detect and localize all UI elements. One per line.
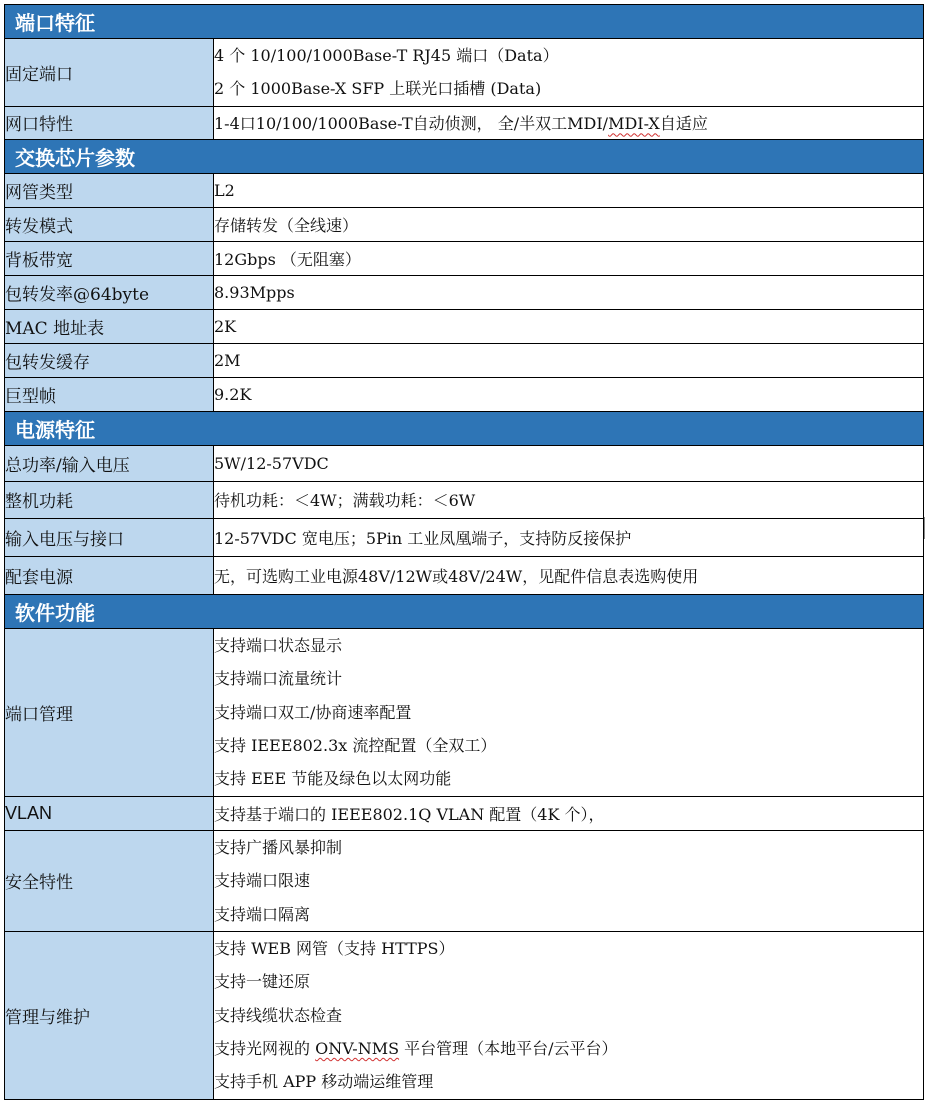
section-software	[5, 594, 924, 628]
row-label: 转发模式	[5, 207, 214, 241]
section-power	[5, 411, 924, 445]
value-text: 自适应	[659, 114, 708, 134]
value-text: 平台管理（本地平台/云平台）	[399, 1039, 618, 1059]
row-value: 2M	[214, 343, 924, 377]
row-fixed-port	[5, 39, 924, 107]
row-label: 网管类型	[5, 173, 214, 207]
row-value: 12-57VDC 宽电压；5Pin 工业凤凰端子，支持防反接保护	[214, 518, 924, 556]
value-line: 2 个 1000Base-X SFP 上联光口插槽 (Data)	[214, 79, 542, 99]
row-label: VLAN	[5, 796, 214, 830]
row-label: 输入电压与接口	[5, 518, 214, 556]
row-value: 5W/12-57VDC	[214, 445, 924, 481]
row-value: 待机功耗：＜4W；满载功耗：＜6W	[214, 481, 924, 518]
row-port-mgmt	[5, 628, 924, 796]
value-line: 支持 EEE 节能及绿色以太网功能	[214, 769, 452, 789]
row-label: MAC 地址表	[5, 309, 214, 343]
row-label: 配套电源	[5, 556, 214, 594]
row-label: 管理与维护	[5, 931, 214, 1099]
row-value	[214, 106, 924, 139]
spec-table	[4, 4, 924, 1100]
spellcheck-text: MDI-X	[608, 114, 660, 134]
row-label: 网口特性	[5, 106, 214, 139]
value-text: 支持光网视的	[214, 1039, 316, 1059]
row-value: L2	[214, 173, 924, 207]
value-line: 支持一键还原	[214, 972, 311, 992]
row-mgmt-type	[5, 173, 924, 207]
row-value: 8.93Mpps	[214, 275, 924, 309]
value-line: 支持 WEB 网管（支持 HTTPS）	[214, 938, 455, 958]
row-value: 9.2K	[214, 377, 924, 411]
section-title: 软件功能	[5, 594, 924, 628]
section-chip	[5, 139, 924, 173]
value-line: 支持广播风暴抑制	[214, 837, 343, 857]
value-line	[214, 1032, 923, 1065]
row-net-port	[5, 106, 924, 139]
section-port	[5, 5, 924, 39]
section-title: 端口特征	[5, 5, 924, 39]
row-jumbo	[5, 377, 924, 411]
value-line: 支持端口限速	[214, 871, 311, 891]
row-value	[214, 931, 924, 1099]
value-line: 支持线缆状态检查	[214, 1005, 343, 1025]
row-label: 端口管理	[5, 628, 214, 796]
spellcheck-text: ONV-NMS	[315, 1039, 400, 1059]
row-forward-mode	[5, 207, 924, 241]
value-line: 支持端口状态显示	[214, 635, 343, 655]
row-value	[214, 39, 924, 107]
value-line: 支持手机 APP 移动端运维管理	[214, 1072, 434, 1092]
row-value: 12Gbps （无阻塞）	[214, 241, 924, 275]
value-line: 支持端口流量统计	[214, 669, 343, 689]
row-pps	[5, 275, 924, 309]
row-label: 巨型帧	[5, 377, 214, 411]
row-consumption	[5, 481, 924, 518]
row-label: 总功率/输入电压	[5, 445, 214, 481]
value-text: 1-4口10/100/1000Base-T自动侦测， 全/半双工MDI/	[214, 114, 609, 134]
row-value: 存储转发（全线速）	[214, 207, 924, 241]
row-label: 背板带宽	[5, 241, 214, 275]
value-line: 支持端口隔离	[214, 904, 311, 924]
row-value	[214, 830, 924, 931]
row-label: 包转发率@64byte	[5, 275, 214, 309]
row-backplane	[5, 241, 924, 275]
row-label: 包转发缓存	[5, 343, 214, 377]
row-value: 支持基于端口的 IEEE802.1Q VLAN 配置（4K 个），	[214, 796, 924, 830]
row-maintenance	[5, 931, 924, 1099]
row-label: 固定端口	[5, 39, 214, 107]
section-title: 交换芯片参数	[5, 139, 924, 173]
row-value: 2K	[214, 309, 924, 343]
value-line: 4 个 10/100/1000Base-T RJ45 端口（Data）	[214, 46, 559, 65]
row-value	[214, 628, 924, 796]
page-edge-mark	[924, 517, 925, 539]
row-label: 安全特性	[5, 830, 214, 931]
section-title: 电源特征	[5, 411, 924, 445]
row-supply	[5, 556, 924, 594]
row-vlan	[5, 796, 924, 830]
row-input	[5, 518, 924, 556]
row-buffer	[5, 343, 924, 377]
row-total-power	[5, 445, 924, 481]
value-line: 支持端口双工/协商速率配置	[214, 702, 412, 722]
row-security	[5, 830, 924, 931]
row-label: 整机功耗	[5, 481, 214, 518]
row-mac	[5, 309, 924, 343]
value-line: 支持 IEEE802.3x 流控配置（全双工）	[214, 735, 497, 755]
row-value: 无，可选购工业电源48V/12W或48V/24W，见配件信息表选购使用	[214, 556, 924, 594]
